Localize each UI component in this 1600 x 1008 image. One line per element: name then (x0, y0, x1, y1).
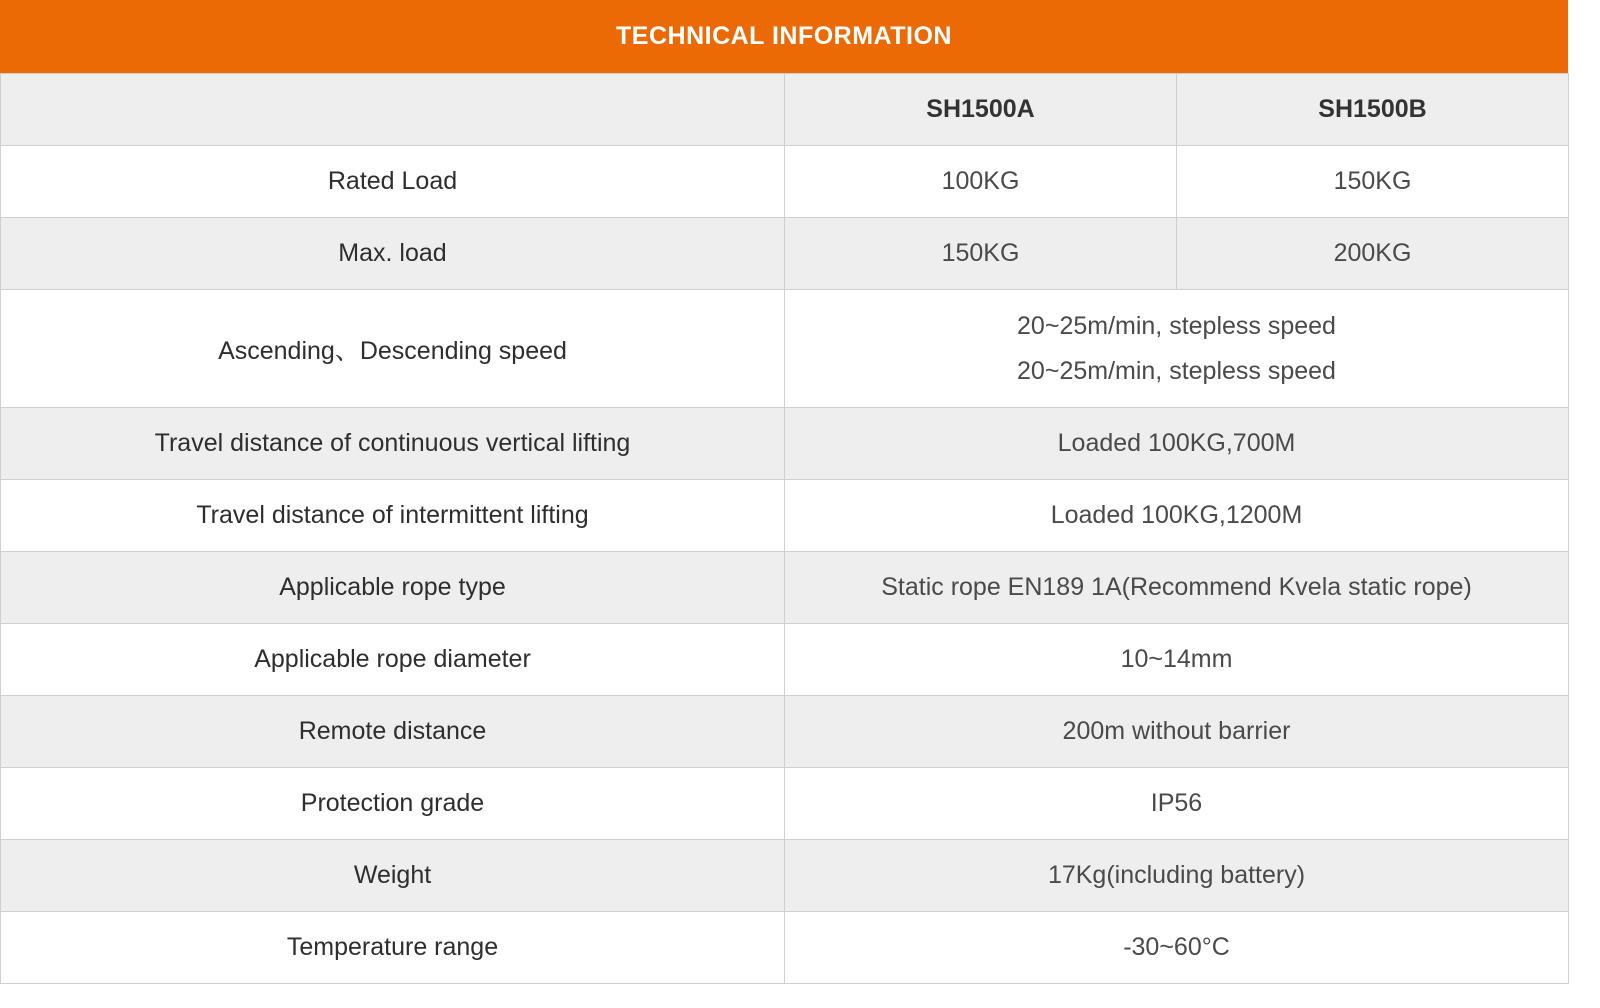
protection-grade-value: IP56 (785, 768, 1569, 840)
row-label-rated-load: Rated Load (1, 146, 785, 218)
row-label-rope-type: Applicable rope type (1, 552, 785, 624)
intermittent-lifting-value: Loaded 100KG,1200M (785, 480, 1569, 552)
row-label-speed: Ascending、Descending speed (1, 290, 785, 408)
table-row (1, 408, 1569, 480)
table-row (1, 696, 1569, 768)
model-a-header: SH1500A (785, 74, 1177, 146)
speed-line-1: 20~25m/min, stepless speed (1017, 311, 1336, 340)
table-row (1, 624, 1569, 696)
rated-load-b: 150KG (1177, 146, 1569, 218)
empty-header-cell (1, 74, 785, 146)
row-label-temperature-range: Temperature range (1, 912, 785, 984)
speed-line-2: 20~25m/min, stepless speed (1017, 356, 1336, 385)
rope-diameter-value: 10~14mm (785, 624, 1569, 696)
remote-distance-value: 200m without barrier (785, 696, 1569, 768)
table-row (1, 768, 1569, 840)
table-row (1, 840, 1569, 912)
row-label-weight: Weight (1, 840, 785, 912)
row-label-max-load: Max. load (1, 218, 785, 290)
rated-load-a: 100KG (785, 146, 1177, 218)
temperature-range-value: -30~60°C (785, 912, 1569, 984)
row-label-remote-distance: Remote distance (1, 696, 785, 768)
table-row (1, 912, 1569, 984)
table-row (1, 480, 1569, 552)
model-header-row (1, 74, 1569, 146)
row-label-intermittent-lifting: Travel distance of intermittent lifting (1, 480, 785, 552)
rope-type-value: Static rope EN189 1A(Recommend Kvela static rope) (785, 552, 1569, 624)
model-b-header: SH1500B (1177, 74, 1569, 146)
table-row (1, 218, 1569, 290)
row-label-continuous-lifting: Travel distance of continuous vertical lifting (1, 408, 785, 480)
max-load-a: 150KG (785, 218, 1177, 290)
weight-value: 17Kg(including battery) (785, 840, 1569, 912)
table-title: TECHNICAL INFORMATION (0, 0, 1568, 73)
row-label-protection-grade: Protection grade (1, 768, 785, 840)
table-row (1, 290, 1569, 408)
table-row (1, 552, 1569, 624)
max-load-b: 200KG (1177, 218, 1569, 290)
table-row (1, 146, 1569, 218)
row-label-rope-diameter: Applicable rope diameter (1, 624, 785, 696)
spec-table (0, 73, 1569, 984)
speed-value (785, 290, 1569, 408)
continuous-lifting-value: Loaded 100KG,700M (785, 408, 1569, 480)
